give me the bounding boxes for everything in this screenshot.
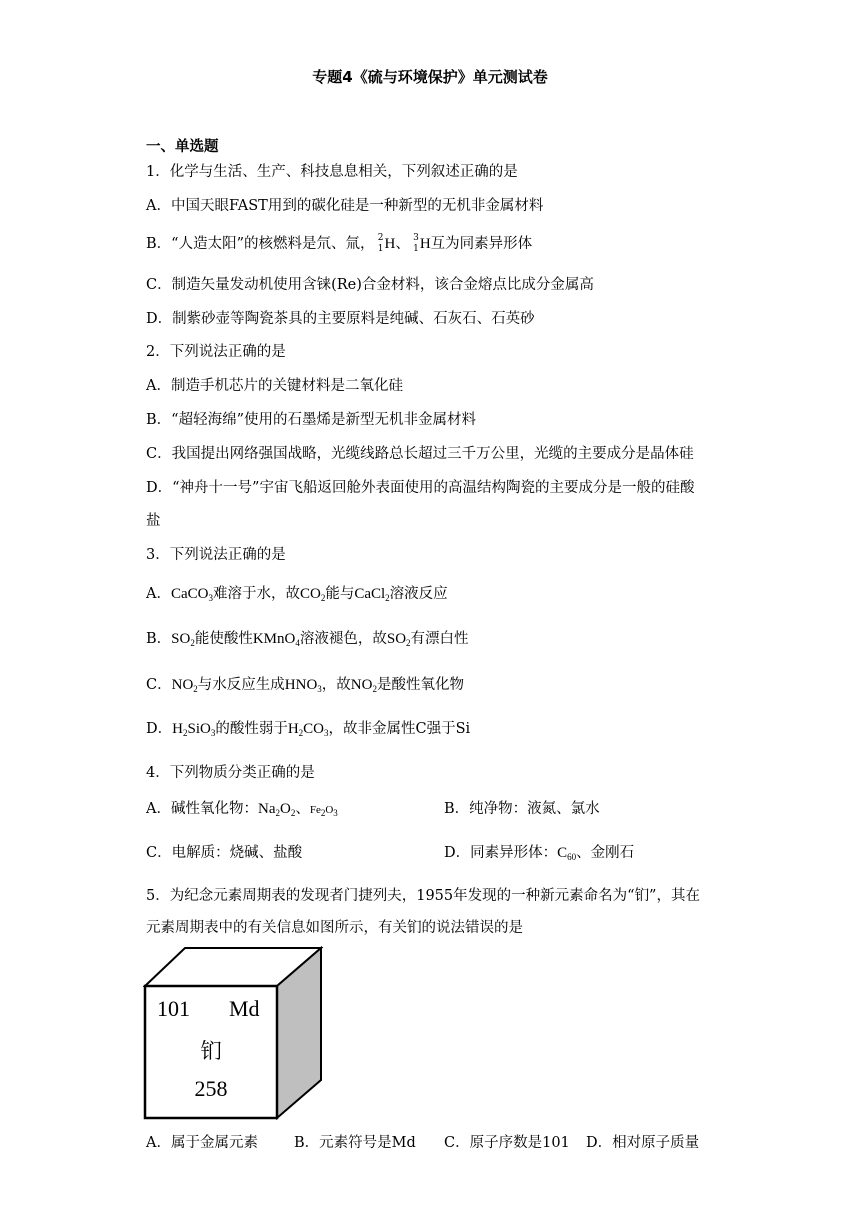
formula-so2: $SO_2$: [171, 631, 195, 648]
formula-kmno4: KMnO$_4$: [252, 631, 300, 648]
element-symbol: Md: [229, 996, 260, 1021]
section-heading: 一、单选题: [146, 139, 219, 155]
formula-no2-2: $NO_2$: [350, 677, 377, 694]
q1-b-separator: 、: [395, 236, 410, 252]
q4-stem: 4．下列物质分类正确的是: [146, 765, 315, 781]
q3-option-c: C．$NO_2$与水反应生成$HNO_3$，故$NO_2$是酸性氧化物: [146, 677, 464, 694]
q5-option-c: C．原子序数是101: [444, 1135, 570, 1151]
q4-option-d: D．同素异形体：$C_{60}$、金刚石: [444, 845, 635, 862]
nuclide-1-indices: 2 1: [377, 233, 384, 254]
q5-stem-line2: 元素周期表中的有关信息如图所示，有关钔的说法错误的是: [146, 920, 523, 936]
q1-option-d: D．制紫砂壶等陶瓷茶具的主要原料是纯碱、石灰石、石英砂: [146, 311, 535, 327]
q2-option-b: B．“超轻海绵”使用的石墨烯是新型无机非金属材料: [146, 412, 476, 428]
formula-caco3: CaCO$_3$: [170, 586, 213, 603]
q3-option-d: D．$H_2SiO_3$的酸性弱于$H_2CO_3$，故非金属性C强于Si: [146, 721, 471, 738]
nuclide-2-indices: 3 1: [413, 233, 419, 254]
formula-co2: $CO_2$: [299, 586, 326, 603]
q2-option-c: C．我国提出网络强国战略，光缆线路总长超过三千万公里，光缆的主要成分是晶体硅: [146, 446, 694, 462]
q5-stem-line1: 5．为纪念元素周期表的发现者门捷列夫，1955年发现的一种新元素命名为“钔”，其在: [146, 888, 700, 904]
q4-option-c: C．电解质：烧碱、盐酸: [146, 845, 303, 861]
page-title: 专题4《硫与环境保护》单元测试卷: [312, 68, 548, 86]
q3-option-a: A．CaCO$_3$难溶于水，故$CO_2$能与CaCl$_2$溶液反应: [146, 586, 448, 603]
q2-stem: 2．下列说法正确的是: [146, 344, 286, 360]
q4-option-a: A．碱性氧化物：$Na_2O_2$、$Fe_2O_3$: [146, 801, 338, 818]
q5-option-b: B．元素符号是Md: [294, 1135, 416, 1151]
q4-option-b: B．纯净物：液氮、氯水: [444, 801, 600, 817]
atomic-number: 101: [157, 996, 190, 1021]
q3-option-b: B．$SO_2$能使酸性KMnO$_4$溶液褪色，故$SO_2$有漂白性: [146, 631, 469, 648]
formula-so2-2: $SO_2$: [386, 631, 411, 648]
formula-c60: $C_{60}$: [557, 845, 577, 862]
q1-option-c: C．制造矢量发动机使用含铼(Re)合金材料，该合金熔点比成分金属高: [146, 277, 594, 293]
q1-option-a: A．中国天眼FAST用到的碳化硅是一种新型的无机非金属材料: [146, 198, 544, 214]
formula-fe2o3: $Fe_2O_3$: [309, 804, 338, 818]
formula-h2sio3: $H_2SiO_3$: [172, 721, 216, 738]
q3-stem: 3．下列说法正确的是: [146, 547, 286, 563]
formula-h2co3: $H_2CO_3$: [287, 721, 329, 738]
q2-option-a: A．制造手机芯片的关键材料是二氧化硅: [146, 378, 403, 394]
nuclide-1-symbol: H: [384, 236, 396, 252]
q5-options: [146, 1131, 699, 1152]
q1-b-text-1: B．“人造太阳”的核燃料是氘、氚，: [146, 236, 375, 252]
q1-b-text-2: 互为同素异形体: [430, 236, 533, 252]
q1-stem: 1．化学与生活、生产、科技息息相关，下列叙述正确的是: [146, 164, 518, 180]
q2-option-d-line1: D．“神舟十一号”宇宙飞船返回舱外表面使用的高温结构陶瓷的主要成分是一般的硅酸: [146, 480, 695, 496]
q2-option-d-line2: 盐: [146, 513, 161, 529]
element-cell-figure: [143, 946, 323, 1122]
formula-no2: $NO_2$: [171, 677, 198, 694]
formula-na2o2: $Na_2O_2$: [257, 801, 296, 818]
q1-option-b: [146, 234, 532, 254]
formula-cacl2: CaCl$_2$: [354, 586, 390, 603]
element-name: 钔: [200, 1039, 222, 1063]
q5-option-a: A．属于金属元素: [146, 1135, 258, 1151]
atomic-mass: 258: [194, 1076, 228, 1101]
q5-option-d: D．相对原子质量: [586, 1135, 700, 1151]
formula-hno3: $HNO_3$: [284, 677, 322, 694]
nuclide-2-symbol: H: [419, 236, 431, 252]
